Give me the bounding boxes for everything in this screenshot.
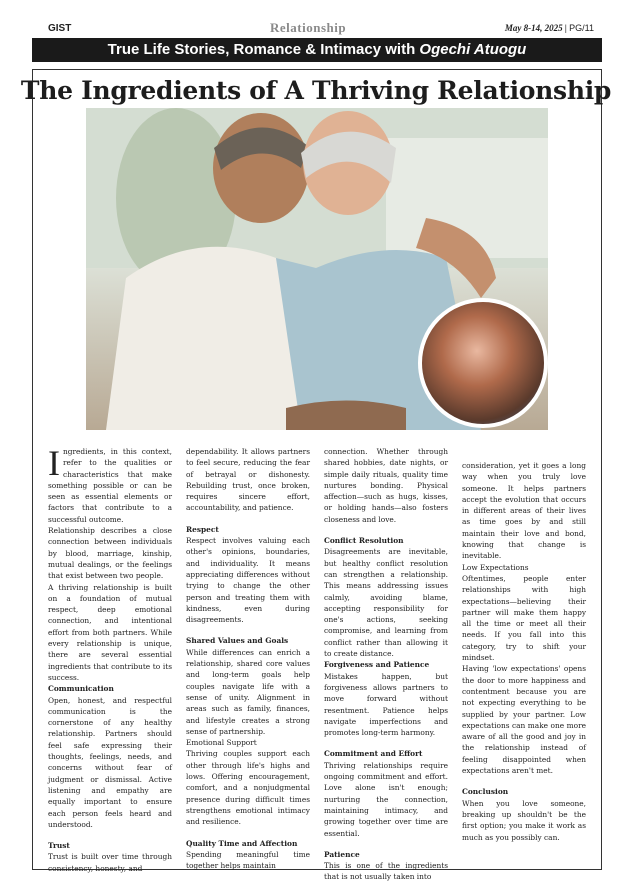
subheading-plain: Low Expectations [462,562,529,572]
subheading: Communication [48,684,114,694]
issue-info [505,23,594,33]
paragraph: Relationship describes a close connection between individuals by blood, marriage, kinship, mutual dealings, or the feelings that exist between two people. [48,526,172,581]
paragraph: connection. Whether through shared hobbies, date nights, or simple daily rituals, quality time nurtures bonding. Physical affection—such as hugs, kisses, or holding hands—also fosters closeness and love. [324,447,448,524]
drop-cap: I [48,443,60,483]
banner-author: Ogechi Atuogu [419,41,527,58]
paragraph: Spending meaningful time together helps maintain [186,849,310,871]
subheading: Forgiveness and Patience [324,660,430,670]
subheading: Commitment and Effort [324,749,423,759]
paragraph: consideration, yet it goes a long way when you truly love someone. It helps partners accept the evolution that occurs in different areas of their lives as time goes by and still maintain their love and bond, knowing that change is inevitable. [462,461,586,561]
banner-prefix: True Life Stories, Romance & Intimacy with [107,41,420,58]
paragraph: A thriving relationship is built on a foundation of mutual respect, deep emotional connection, and intentional effort from both partners. While every relationship is unique, there are several essential ingredients that contribute to its success. [48,582,172,682]
subheading: Trust [48,841,70,851]
subheading-plain: Emotional Support [186,738,257,748]
column-2 [186,446,310,871]
page-number: PG/11 [569,23,594,33]
subheading: Conclusion [462,787,509,797]
paragraph: dependability. It allows partners to feel secure, reducing the fear of betrayal or dishonesty. Rebuilding trust, once broken, requires sincere effort, accountability, and patience. [186,447,310,513]
inset-photo [418,298,548,428]
paragraph: Trust is built over time through consistency, honesty, and [48,852,172,873]
column-1 [48,443,172,874]
issue-date: May 8-14, 2025 [504,23,563,33]
subheading: Quality Time and Affection [186,838,298,848]
paragraph: Disagreements are inevitable, but healthy conflict resolution can strengthen a relationship. This means addressing issues calmly, avoiding blame, accepting responsibility for one's actions, seeking compromise, and learning from conflict rather than allowing it to create distance. [324,547,448,659]
paragraph: This is one of the ingredients that is not usually taken into [324,861,448,882]
subheading: Patience [324,849,360,859]
category-label: Relationship [270,20,347,35]
subheading: Conflict Resolution [324,536,404,546]
column-3 [324,446,448,883]
section-label: GIST [48,23,72,34]
paragraph: Respect involves valuing each other's opinions, boundaries, and individuality. It means appreciating differences without trying to change the other person and treating them with kindness, even during disagreements. [186,536,310,625]
paragraph: While differences can enrich a relationship, shared core values and long-term goals help couples navigate life with a sense of unity. Alignment in areas such as family, finances, and lifestyle creates a strong sense of partnership. [186,647,310,736]
article-title: The Ingredients of A Thriving Relationship [20,76,612,105]
intro-paragraph [48,443,172,525]
column-banner [32,38,602,62]
paragraph: Open, honest, and respectful communication is the cornerstone of any healthy relationship. Partners should feel safe expressing their thoughts, feelings, needs, and concerns without fear of judgment or dismissal. Active listening and empathy are equally important to ensure each person feels heard and understood. [48,695,172,829]
subheading: Respect [186,524,219,534]
subheading: Shared Values and Goals [186,636,289,646]
paragraph: Oftentimes, people enter relationships with high expectations—believing their partner will make them happy all the time or meet all their needs. If you fall into this category, try to shift your mindset. [462,573,586,663]
paragraph: Thriving couples support each other through life's highs and lows. Offering encouragement, comfort, and a nonjudgmental presence during difficult times strengthens emotional intimacy and resilience. [186,749,310,827]
paragraph: When you love someone, breaking up shouldn't be the first option; you make it work as much as you possibly can. [462,798,586,842]
divider: | [564,23,570,33]
paragraph: Thriving relationships require ongoing commitment and effort. Love alone isn't enough; nurturing the connection, maintaining intimacy, and growing together over time are essential. [324,760,448,838]
column-4 [462,460,586,843]
paragraph: Having 'low expectations' opens the door to more happiness and contentment because you are not expecting everything to be supplied by your partner. Low expectations can make one more aware of all the good and joy in the relationship instead of feeling disappointed when expectations aren't met. [462,664,586,776]
paragraph: Mistakes happen, but forgiveness allows partners to move forward without resentment. Patience helps navigate imperfections and promotes long-term harmony. [324,671,448,738]
intro-text: ngredients, in this context, refer to the qualities or characteristics that make something possible or can be seen as essential elements or factors that contribute to a successful outcome. [48,447,172,524]
